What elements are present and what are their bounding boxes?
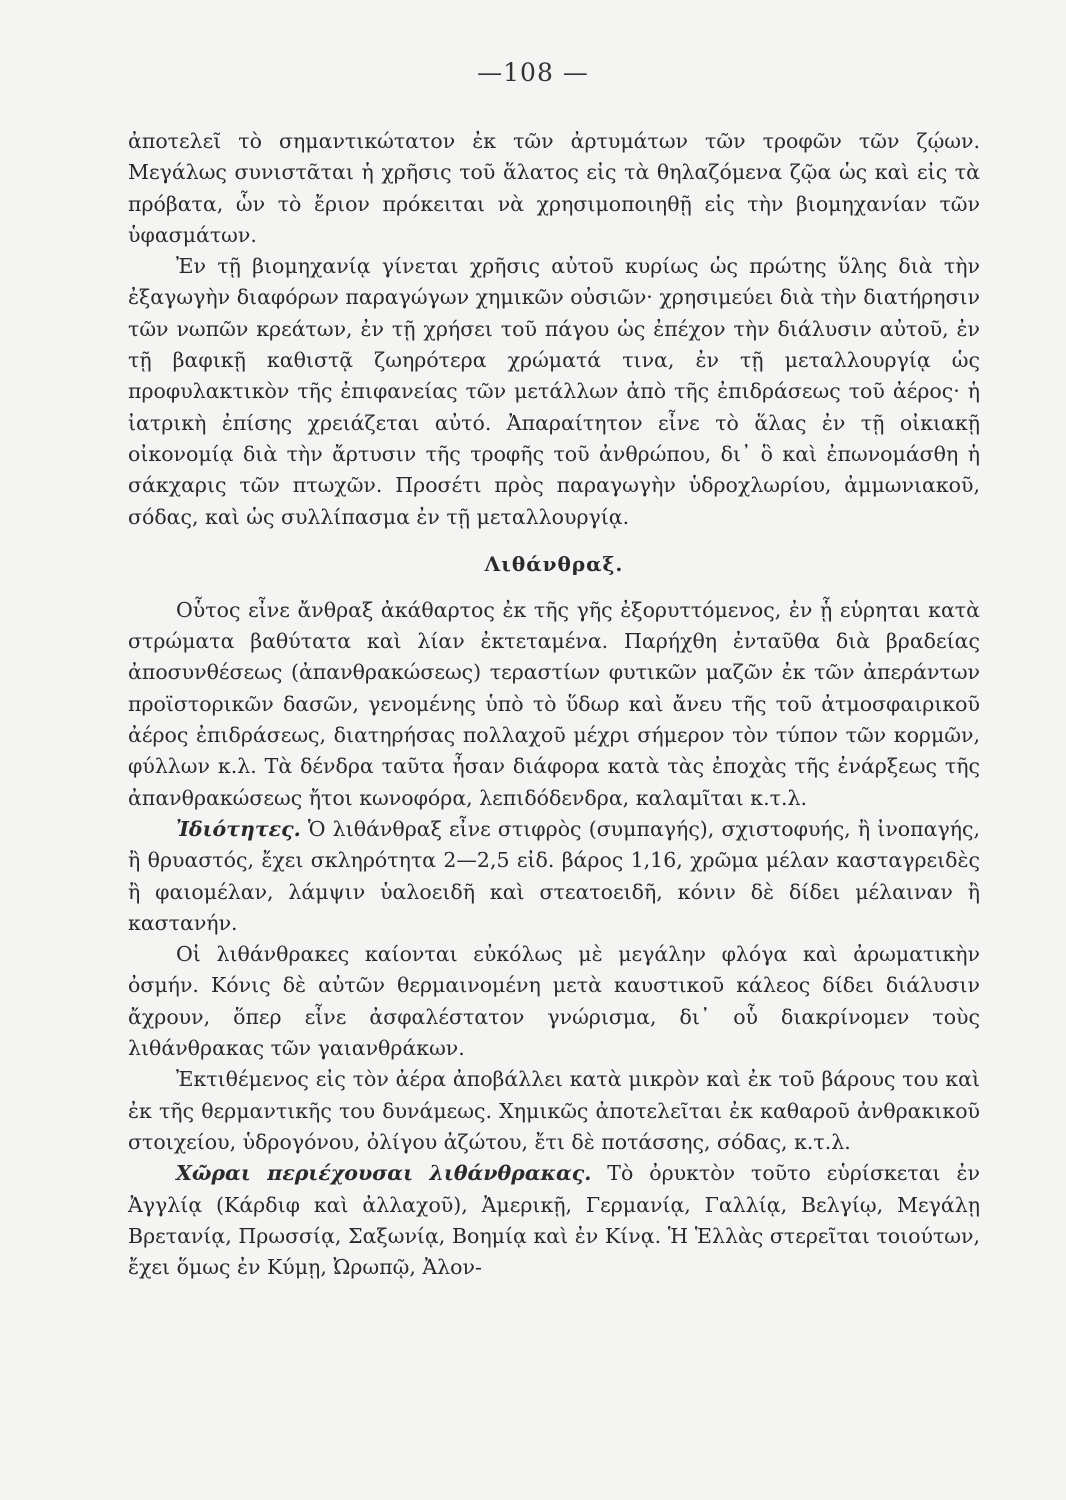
paragraph-properties [128, 814, 980, 939]
paragraph-countries [128, 1158, 980, 1283]
paragraph-salt-animals: ἀποτελεῖ τὸ σημαντικώτατον ἐκ τῶν ἀρτυμάτων τῶν τροφῶν τῶν ζῴων. Μεγάλως συνιστᾶται ἡ χρῆσις τοῦ ἅλατος εἰς τὰ θηλαζόμενα ζῷα ὡς καὶ εἰς τὰ πρόβατα, ὧν τὸ ἔριον πρόκειται νὰ χρησιμοποιηθῇ εἰς τὴν βιομηχανίαν τῶν ὑφασμάτων. [128, 129, 980, 247]
body-text [128, 126, 980, 1283]
section-title: Λιθάνθραξ. [484, 551, 624, 576]
paragraph-exposure: Ἐκτιθέμενος εἰς τὸν ἀέρα ἀποβάλλει κατὰ μικρὸν καὶ ἐκ τοῦ βάρους του καὶ ἐκ τῆς θερμαντικῆς του δυνάμεως. Χημικῶς ἀποτελεῖται ἐκ καθαροῦ ἀνθρακικοῦ στοιχείου, ὑδρογόνου, ὀλίγου ἀζώτου, ἔτι δὲ ποτάσσης, σόδας, κ.τ.λ. [128, 1067, 980, 1154]
paragraph-coal-origin: Οὗτος εἶνε ἄνθραξ ἀκάθαρτος ἐκ τῆς γῆς ἐξορυττόμενος, ἐν ᾗ εὑρηται κατὰ στρώματα βαθύτατα καὶ λίαν ἐκτεταμένα. Παρήχθη ἐνταῦθα διὰ βραδείας ἀποσυνθέσεως (ἀπανθρακώσεως) τεραστίων φυτικῶν μαζῶν ἐκ τῶν ἀπεράντων προϊστορικῶν δασῶν, γενομένης ὑπὸ τὸ ὕδωρ καὶ ἄνευ τῆς τοῦ ἀτμοσφαιρικοῦ ἀέρος ἐπιδράσεως, διατηρήσας πολλαχοῦ μέχρι σήμερον τὸν τύπον τῶν κορμῶν, φύλλων κ.λ. Τὰ δένδρα ταῦτα ἦσαν διάφορα κατὰ τὰς ἐποχὰς τῆς ἐνάρξεως τῆς ἀπανθρακώσεως ἤτοι κωνοφόρα, λεπιδόδενδρα, καλαμῖται κ.τ.λ. [128, 597, 980, 810]
countries-text: Τὸ ὀρυκτὸν τοῦτο εὑρίσκεται ἐν Ἀγγλίᾳ (Κάρδιφ καὶ ἀλλαχοῦ), Ἀμερικῇ, Γερμανίᾳ, Γαλλίᾳ, Βελγίῳ, Μεγάλῃ Βρετανίᾳ, Πρωσσίᾳ, Σαξωνίᾳ, Βοημίᾳ καὶ ἐν Κίνᾳ. Ἡ Ἑλλὰς στερεῖται τοιούτων, ἔχει ὅμως ἐν Κύμῃ, Ὠρωπῷ, Ἀλον- [128, 1161, 980, 1280]
term-countries: Χῶραι περιέχουσαι λιθάνθρακας. [176, 1161, 592, 1186]
page-number: —108 — [477, 58, 589, 87]
term-properties: Ἰδιότητες. [176, 816, 301, 841]
properties-text: Ὁ λιθάνθραξ εἶνε στιφρὸς (συμπαγής), σχιστοφυής, ἢ ἰνοπαγής, ἢ θρυαστός, ἔχει σκληρότητα 2—2,5 εἰδ. βάρος 1,16, χρῶμα μέλαν κασταγρειδὲς ἢ φαιομέλαν, λάμψιν ὑαλοειδῆ καὶ στεατοειδῆ, κόνιν δὲ δίδει μέλαιναν ἢ καστανήν. [128, 816, 980, 935]
paragraph-salt-industry: Ἐν τῇ βιομηχανίᾳ γίνεται χρῆσις αὐτοῦ κυρίως ὡς πρώτης ὕλης διὰ τὴν ἐξαγωγὴν διαφόρων παραγώγων χημικῶν οὐσιῶν· χρησιμεύει διὰ τὴν διατήρησιν τῶν νωπῶν κρεάτων, ἐν τῇ χρήσει τοῦ πάγου ὡς ἐπέχον τὴν διάλυσιν αὐτοῦ, ἐν τῇ βαφικῇ καθιστᾷ ζωηρότερα χρώματά τινα, ἐν τῇ μεταλλουργίᾳ ὡς προφυλακτικὸν τῆς ἐπιφανείας τῶν μετάλλων ἀπὸ τῆς ἐπιδράσεως τοῦ ἀέρος· ἡ ἰατρικὴ ἐπίσης χρειάζεται αὐτό. Ἀπαραίτητον εἶνε τὸ ἅλας ἐν τῇ οἰκιακῇ οἰκονομίᾳ διὰ τὴν ἄρτυσιν τῆς τροφῆς τοῦ ἀνθρώπου, δι᾿ ὃ καὶ ἐπωνομάσθη ἡ σάκχαρις τῶν πτωχῶν. Προσέτι πρὸς παραγωγὴν ὑδροχλωρίου, ἀμμωνιακοῦ, σόδας, καὶ ὡς συλλίπασμα ἐν τῇ μεταλλουργίᾳ. [128, 254, 980, 529]
paragraph-burning: Οἱ λιθάνθρακες καίονται εὐκόλως μὲ μεγάλην φλόγα καὶ ἀρωματικὴν ὀσμήν. Κόνις δὲ αὐτῶν θερμαινομένη μετὰ καυστικοῦ κάλεος δίδει διάλυσιν ἄχρουν, ὅπερ εἶνε ἀσφαλέστατον γνώρισμα, δι᾿ οὗ διακρίνομεν τοὺς λιθάνθρακας τῶν γαιανθράκων. [128, 942, 980, 1061]
